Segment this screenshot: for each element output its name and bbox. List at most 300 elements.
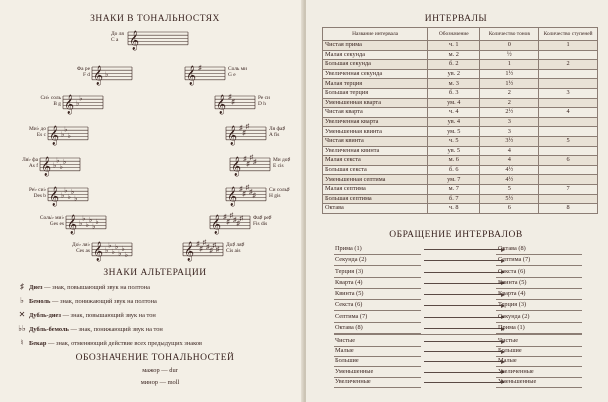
interval-steps	[539, 79, 598, 89]
interval-tones: 2½	[480, 108, 539, 118]
key-letter: As f	[28, 163, 38, 169]
interval-name: Малая секунда	[323, 50, 428, 60]
interval-tones: 1½	[480, 69, 539, 79]
alteration-description: — знак, понижающий звук на полтона	[50, 298, 157, 305]
quality-list	[334, 336, 582, 387]
flat-icon: ♭	[105, 70, 109, 79]
sharp-icon: ♯	[198, 64, 202, 72]
alteration-name: Бекар	[29, 340, 47, 347]
inversion-row	[334, 278, 582, 289]
inversion-row	[334, 323, 582, 334]
key-label	[65, 66, 90, 78]
key-label	[36, 95, 61, 107]
sharp-icon: ♯	[199, 244, 203, 253]
interval-tones: 4	[480, 146, 539, 156]
sharp-icon: ♯	[252, 158, 257, 167]
inversion-target: Секунда (2)	[496, 312, 582, 323]
inversion-list	[334, 244, 582, 334]
flat-icon: ♭	[64, 186, 68, 195]
sharp-icon: ♯	[239, 124, 243, 132]
interval-steps	[539, 165, 598, 175]
key-staff	[185, 64, 225, 86]
arrow-right-icon	[424, 305, 504, 306]
sharp-icon: ♯	[248, 188, 253, 197]
quality-source: Уменьшенные	[334, 367, 421, 378]
interval-name: Малая септима	[323, 184, 428, 194]
sharp-icon: ♯	[215, 245, 220, 254]
key-label	[269, 126, 285, 138]
key-letter: H gis	[269, 193, 281, 199]
interval-symbol: ум. 4	[428, 98, 480, 108]
key-name: Соль ми	[228, 66, 248, 72]
interval-name: Большая терция	[323, 88, 428, 98]
key-name: Фа ре	[76, 66, 90, 72]
interval-row	[323, 194, 598, 204]
interval-row	[323, 69, 598, 79]
interval-steps	[539, 117, 598, 127]
arrow-right-icon	[424, 272, 504, 273]
interval-name: Уменьшенная квинта	[323, 127, 428, 137]
arrow-right-icon	[424, 294, 504, 295]
key-letter: Cis ais	[226, 248, 241, 254]
quality-source: Большие	[334, 356, 421, 367]
interval-symbol: ч. 1	[428, 41, 480, 51]
sharp-icon: ♯	[231, 97, 235, 106]
alteration-name: Дубль-бемоль	[29, 326, 69, 333]
inversion-target: Септима (7)	[496, 255, 582, 266]
interval-row	[323, 60, 598, 70]
interval-symbol: ув. 2	[428, 69, 480, 79]
flat-icon: ♭	[61, 130, 65, 139]
interval-steps	[539, 194, 598, 204]
key-name: Фа♯ ре♯	[253, 215, 272, 221]
arrow-right-icon	[424, 260, 504, 261]
inversion-row	[334, 244, 582, 255]
interval-row	[323, 117, 598, 127]
tonality-major: мажор — dur	[142, 367, 178, 374]
interval-tones: 5	[480, 184, 539, 194]
quality-row	[334, 356, 582, 366]
alteration-description: — знак, повышающий звук на тон	[60, 312, 156, 319]
sharp-icon: ♯	[242, 128, 246, 137]
interval-row	[323, 146, 598, 156]
sharp-icon: ♯	[196, 240, 200, 248]
flat-icon: ♭	[118, 249, 122, 258]
quality-row	[334, 346, 582, 356]
flat-icon: ♭	[82, 214, 86, 223]
sharp-icon: ♯	[226, 217, 230, 226]
quality-source: Чистые	[334, 336, 421, 347]
key-signatures-title: ЗНАКИ В ТОНАЛЬНОСТЯХ	[90, 14, 220, 24]
flat-icon: ♭	[114, 243, 119, 252]
quality-target: Чистые	[496, 336, 582, 347]
interval-row	[323, 127, 598, 137]
tonality-title: ОБОЗНАЧЕНИЕ ТОНАЛЬНОСТЕЙ	[75, 353, 235, 363]
treble-clef-icon: 𝄞	[64, 94, 75, 115]
sharp-icon: ♯	[229, 211, 234, 220]
interval-row	[323, 108, 598, 118]
interval-symbol: ум. 7	[428, 175, 480, 185]
interval-steps	[539, 69, 598, 79]
sharp-icon: ♯	[239, 214, 243, 223]
key-label	[111, 31, 124, 43]
intervals-title: ИНТЕРВАЛЫ	[424, 14, 488, 24]
interval-name: Большая септима	[323, 194, 428, 204]
alteration-description: — знак, понижающий звук на тон	[68, 326, 163, 333]
sharp-icon: ♯	[205, 243, 210, 252]
alteration-item	[15, 282, 150, 291]
sharp-icon: ♯	[252, 191, 256, 200]
flat-icon: ♭	[111, 248, 115, 256]
key-name: Ми♭ до	[28, 126, 46, 132]
key-name: Ля♭ фа	[22, 157, 38, 163]
interval-row	[323, 98, 598, 108]
treble-clef-icon: 𝄞	[227, 186, 238, 207]
interval-tones: 4½	[480, 175, 539, 185]
interval-tones: 6	[480, 204, 539, 214]
inversion-source: Октава (8)	[334, 323, 421, 334]
sharp-icon: ♯	[236, 219, 240, 228]
treble-clef-icon: 𝄞	[184, 241, 195, 262]
key-label	[258, 95, 270, 107]
inversion-target: Кварта (4)	[496, 289, 582, 300]
intervals-header-row	[323, 28, 598, 41]
right-page	[306, 0, 608, 402]
treble-clef-icon: 𝄞	[49, 186, 60, 207]
key-staff	[226, 183, 266, 206]
interval-row	[323, 204, 598, 214]
key-staff	[210, 211, 250, 234]
interval-steps: 8	[539, 204, 598, 214]
interval-symbol: м. 6	[428, 156, 480, 166]
quality-row	[334, 367, 582, 377]
treble-clef-icon: 𝄞	[49, 125, 60, 146]
inversion-divider	[334, 334, 582, 335]
flat-icon: ♭	[92, 222, 96, 231]
alteration-item	[15, 296, 157, 305]
key-label	[21, 187, 46, 199]
key-name: Ре си	[258, 95, 270, 101]
inversion-source: Кварта (4)	[334, 278, 421, 289]
sharp-icon: ♯	[242, 189, 246, 198]
key-name: Ми до♯	[273, 157, 291, 163]
key-staff	[128, 31, 188, 51]
treble-clef-icon: 𝄞	[231, 156, 242, 177]
key-label	[226, 242, 244, 254]
flat-icon: ♭	[70, 188, 75, 197]
flat-icon: ♭	[88, 216, 93, 225]
arrow-right-icon	[424, 283, 504, 284]
treble-clef-icon: 𝄞	[93, 241, 104, 262]
alteration-sign-icon: ♭♭	[18, 324, 26, 333]
interval-tones: 1½	[480, 79, 539, 89]
key-letter: Ces as	[76, 248, 90, 254]
alteration-description: — знак, повышающий звук на полтона	[42, 284, 150, 291]
interval-tones: ½	[480, 50, 539, 60]
inversion-target: Секста (6)	[496, 267, 582, 278]
interval-symbol: м. 2	[428, 50, 480, 60]
treble-clef-icon: 𝄞	[227, 125, 238, 146]
quality-target: Большие	[496, 346, 582, 357]
inversion-row	[334, 312, 582, 323]
interval-name: Большая секста	[323, 165, 428, 175]
flat-icon: ♭	[74, 194, 78, 203]
interval-tones: 4½	[480, 165, 539, 175]
flat-icon: ♭	[67, 193, 71, 201]
sharp-icon: ♯	[249, 153, 254, 162]
sharp-icon: ♯	[245, 183, 250, 192]
interval-row	[323, 165, 598, 175]
quality-source: Увеличенные	[334, 377, 421, 388]
quality-row	[334, 336, 582, 346]
treble-clef-icon: 𝄞	[216, 94, 227, 115]
key-label	[253, 215, 271, 227]
alteration-sign-icon: ✕	[18, 310, 26, 319]
interval-row	[323, 41, 598, 51]
interval-name: Увеличенная кварта	[323, 117, 428, 127]
key-label	[39, 215, 64, 227]
inversion-source: Секста (6)	[334, 300, 421, 311]
arrow-right-icon	[424, 249, 504, 250]
quality-target: Малые	[496, 356, 582, 367]
key-letter: Ges es	[49, 221, 64, 227]
arrow-right-icon	[424, 361, 504, 362]
flat-icon: ♭	[59, 163, 63, 171]
key-letter: G e	[228, 72, 236, 78]
inversion-target: Прима (1)	[496, 323, 582, 334]
sharp-icon: ♯	[202, 238, 207, 247]
arrow-right-icon	[424, 351, 504, 352]
interval-tones: 3	[480, 117, 539, 127]
sharp-icon: ♯	[246, 159, 250, 168]
interval-name: Чистая квинта	[323, 136, 428, 146]
interval-tones: 4	[480, 156, 539, 166]
key-staff	[92, 242, 132, 262]
inversion-source: Квинта (5)	[334, 289, 421, 300]
interval-name: Малая секста	[323, 156, 428, 166]
sharp-icon: ♯	[232, 216, 237, 225]
key-staff	[48, 187, 88, 207]
alteration-title: ЗНАКИ АЛЬТЕРАЦИИ	[103, 268, 207, 278]
treble-clef-icon: 𝄞	[211, 214, 222, 235]
interval-symbol: ув. 4	[428, 117, 480, 127]
interval-tones: 2	[480, 88, 539, 98]
quality-row	[334, 377, 582, 387]
interval-row	[323, 184, 598, 194]
interval-symbol: ум. 5	[428, 127, 480, 137]
flat-icon: ♭	[85, 221, 89, 229]
interval-tones: 2	[480, 98, 539, 108]
alteration-name: Бемоль	[29, 298, 51, 305]
key-staff	[215, 93, 255, 115]
header-tones: Количество тонов	[480, 28, 539, 41]
interval-row	[323, 79, 598, 89]
flat-icon: ♭	[124, 251, 129, 260]
intervals-table	[322, 27, 598, 214]
quality-target: Уменьшенные	[496, 377, 582, 388]
interval-tones: 1	[480, 60, 539, 70]
alteration-item	[15, 324, 163, 333]
header-symbol: Обозначение	[428, 28, 480, 41]
key-letter: E cis	[273, 163, 284, 169]
inversion-target: Октава (8)	[496, 244, 582, 255]
interval-row	[323, 88, 598, 98]
interval-steps	[539, 146, 598, 156]
interval-symbol: б. 7	[428, 194, 480, 204]
key-label	[228, 66, 247, 78]
flat-icon: ♭	[67, 132, 71, 140]
key-letter: Es c	[36, 132, 46, 138]
interval-steps: 7	[539, 184, 598, 194]
key-name: До♯ ля♯	[226, 242, 245, 248]
interval-row	[323, 136, 598, 146]
inversion-source: Терция (3)	[334, 267, 421, 278]
key-name: Ля фа♯	[269, 126, 286, 132]
interval-name: Чистая кварта	[323, 108, 428, 118]
sharp-icon: ♯	[223, 213, 227, 221]
key-name: Си♭ соль	[40, 95, 61, 101]
interval-symbol: б. 3	[428, 88, 480, 98]
key-name: До♭ ля♭	[72, 242, 90, 248]
interval-steps: 3	[539, 88, 598, 98]
interval-row	[323, 50, 598, 60]
interval-symbol: м. 7	[428, 184, 480, 194]
key-letter: C a	[111, 37, 119, 43]
alteration-name: Дубль-диез	[29, 312, 61, 319]
interval-tones: 0	[480, 41, 539, 51]
treble-clef-icon: 𝄞	[93, 65, 104, 86]
flat-icon: ♭	[95, 217, 99, 226]
interval-name: Уменьшенная кварта	[323, 98, 428, 108]
inversion-title: ОБРАЩЕНИЕ ИНТЕРВАЛОВ	[389, 230, 523, 240]
interval-symbol: б. 6	[428, 165, 480, 175]
flat-icon: ♭	[105, 246, 109, 255]
interval-steps	[539, 127, 598, 137]
key-staff	[226, 122, 266, 145]
arrow-right-icon	[424, 341, 504, 342]
interval-steps: 2	[539, 60, 598, 70]
key-staff	[230, 153, 270, 176]
treble-clef-icon: 𝄞	[41, 156, 52, 177]
key-staff	[63, 95, 103, 115]
interval-name: Большая секунда	[323, 60, 428, 70]
alteration-item	[15, 310, 156, 319]
key-letter: D h	[258, 101, 266, 107]
key-staff	[40, 157, 80, 177]
key-name: Си соль♯	[269, 187, 290, 193]
interval-steps: 4	[539, 108, 598, 118]
flat-icon: ♭	[61, 191, 65, 200]
inversion-row	[334, 300, 582, 311]
flat-icon: ♭	[108, 241, 112, 250]
key-label	[21, 126, 46, 138]
quality-source: Малые	[334, 346, 421, 357]
alteration-sign-icon: ♯	[20, 282, 24, 291]
inversion-row	[334, 267, 582, 278]
flat-icon: ♭	[79, 219, 83, 228]
inversion-source: Септима (7)	[334, 312, 421, 323]
flat-icon: ♭	[79, 94, 83, 103]
sharp-icon: ♯	[212, 241, 216, 250]
interval-name: Уменьшенная септима	[323, 175, 428, 185]
treble-clef-icon: 𝄞	[186, 65, 197, 86]
interval-name: Увеличенная квинта	[323, 146, 428, 156]
sharp-icon: ♯	[245, 122, 250, 131]
key-staff	[183, 238, 223, 261]
arrow-right-icon	[424, 328, 504, 329]
interval-tones: 5½	[480, 194, 539, 204]
inversion-target: Квинта (5)	[496, 278, 582, 289]
interval-symbol: м. 3	[428, 79, 480, 89]
sharp-icon: ♯	[209, 246, 213, 255]
interval-name: Малая терция	[323, 79, 428, 89]
tonality-minor: минор — moll	[140, 379, 180, 386]
interval-steps: 6	[539, 156, 598, 166]
key-staff	[92, 66, 132, 86]
treble-clef-icon: 𝄞	[129, 30, 140, 51]
interval-symbol: ч. 4	[428, 108, 480, 118]
interval-symbol: б. 2	[428, 60, 480, 70]
alteration-sign-icon: ♭	[20, 296, 24, 305]
alteration-item	[15, 338, 202, 347]
inversion-target: Терция (3)	[496, 300, 582, 311]
flat-icon: ♭	[62, 158, 67, 167]
interval-tones: 3	[480, 127, 539, 137]
key-label	[269, 187, 290, 199]
interval-symbol: ч. 5	[428, 136, 480, 146]
key-letter: Fis dis	[253, 221, 268, 227]
alteration-sign-icon: ♮	[20, 338, 24, 347]
header-name: Название интервала	[323, 28, 428, 41]
arrow-right-icon	[424, 382, 504, 383]
interval-name: Увеличенная секунда	[323, 69, 428, 79]
interval-steps	[539, 50, 598, 60]
flat-icon: ♭	[121, 244, 125, 253]
key-name: Соль♭ ми♭	[39, 215, 64, 221]
key-name: До ля	[111, 31, 124, 37]
flat-icon: ♭	[53, 161, 57, 170]
flat-icon: ♭	[64, 125, 68, 134]
arrow-right-icon	[424, 317, 504, 318]
interval-tones: 3½	[480, 136, 539, 146]
inversion-source: Секунда (2)	[334, 255, 421, 266]
treble-clef-icon: 𝄞	[67, 214, 78, 235]
interval-name: Октава	[323, 204, 428, 214]
sharp-icon: ♯	[243, 155, 247, 163]
interval-row	[323, 156, 598, 166]
interval-name: Чистая прима	[323, 41, 428, 51]
header-steps: Количество ступеней	[539, 28, 598, 41]
arrow-right-icon	[424, 372, 504, 373]
key-staff	[66, 215, 106, 235]
sharp-icon: ♯	[239, 185, 243, 193]
interval-symbol: ч. 8	[428, 204, 480, 214]
key-label	[65, 242, 90, 254]
interval-symbol: ув. 5	[428, 146, 480, 156]
inversion-source: Прима (1)	[334, 244, 421, 255]
inversion-row	[334, 289, 582, 300]
alteration-description: — знак, отменяющий действие всех предыдущих знаков	[46, 340, 203, 347]
key-staff	[48, 126, 88, 146]
key-letter: A fis	[269, 132, 280, 138]
interval-steps: 1	[539, 41, 598, 51]
flat-icon: ♭	[76, 99, 80, 108]
sharp-icon: ♯	[228, 93, 232, 101]
interval-row	[323, 175, 598, 185]
interval-steps: 5	[539, 136, 598, 146]
key-label	[13, 157, 38, 169]
key-name: Ре♭ си♭	[28, 187, 46, 193]
